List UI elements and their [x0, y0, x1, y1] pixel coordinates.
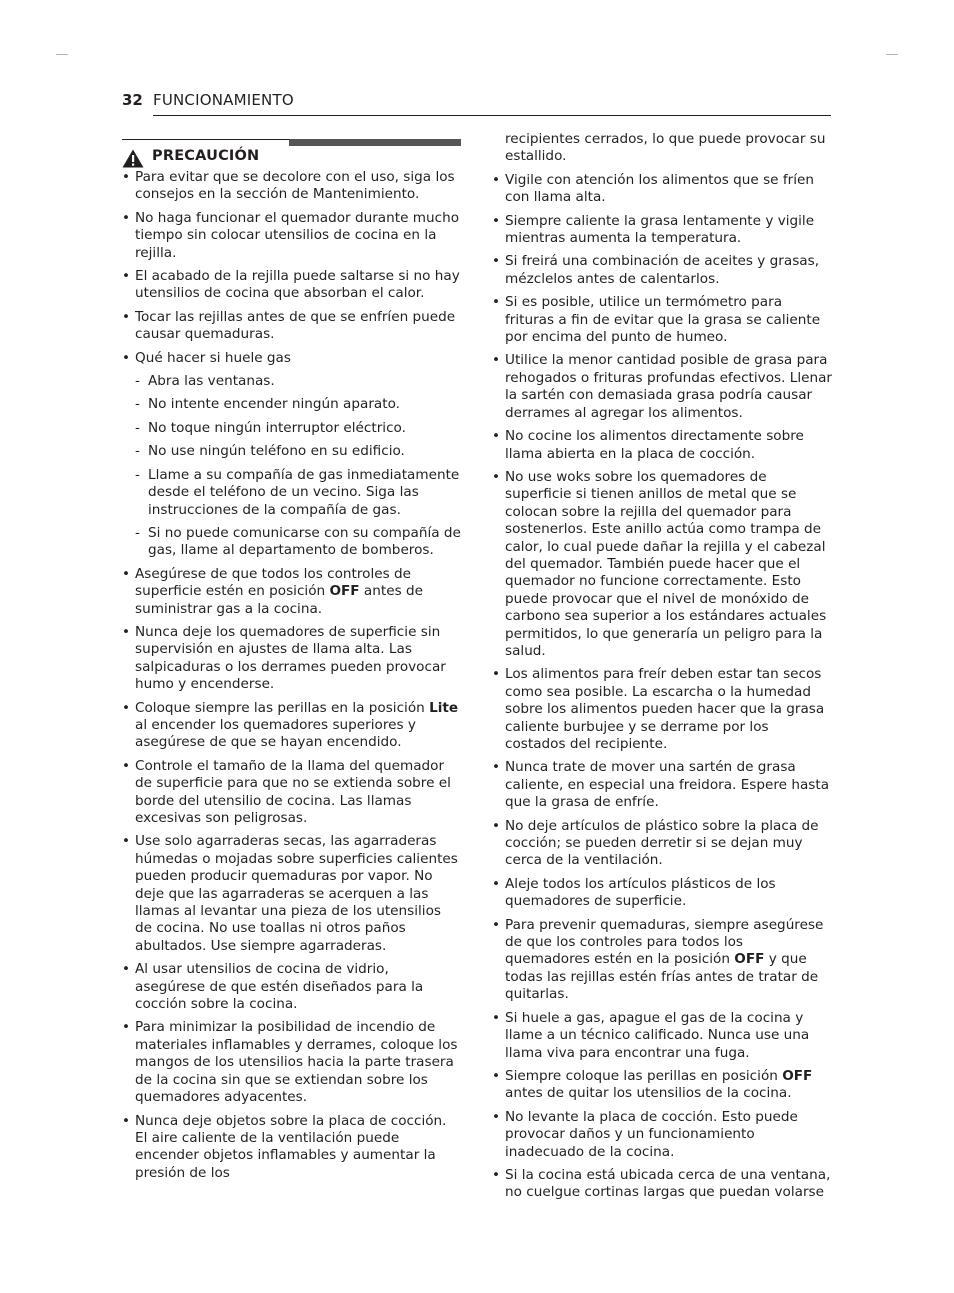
list-item: [492, 759, 832, 811]
list-item: [122, 624, 461, 694]
section-title: FUNCIONAMIENTO: [153, 91, 294, 109]
bullet-icon: •: [122, 169, 131, 185]
bullet-icon: •: [122, 757, 131, 774]
sub-list-item: [122, 525, 461, 560]
item-text: No haga funcionar el quemador durante mucho tiempo sin colocar utensilios de cocina en la rejilla.: [135, 209, 460, 261]
emphasis-text: Lite: [429, 699, 459, 716]
right-column: [492, 131, 832, 1208]
item-text: Los alimentos para freír deben estar tan secos como sea posible. La escarcha o la humedad sobre los alimentos pueden hacer que la grasa caliente burbujee y se derrame por los costados del recipiente.: [505, 666, 825, 752]
item-text: El acabado de la rejilla puede saltarse si no hay utensilios de cocina que absorban el calor.: [135, 268, 460, 302]
item-text: Vigile con atención los alimentos que se fríen con llama alta.: [505, 171, 814, 206]
item-text: Siempre coloque las perillas en posición: [505, 1067, 783, 1084]
dash-icon: -: [135, 443, 140, 460]
dash-icon: -: [135, 396, 140, 413]
list-item: [492, 1068, 832, 1103]
emphasis-text: OFF: [734, 951, 765, 968]
bullet-icon: •: [492, 759, 501, 776]
bullet-icon: •: [492, 253, 501, 270]
crop-mark-left: [56, 54, 68, 55]
item-text: Tocar las rejillas antes de que se enfríen puede causar quemaduras.: [135, 308, 456, 343]
item-text: Al usar utensilios de cocina de vidrio, asegúrese de que estén diseñados para la cocción sobre la cocina.: [135, 961, 424, 1013]
dash-icon: -: [135, 419, 140, 436]
list-item: [122, 1019, 461, 1106]
bullet-icon: •: [492, 352, 501, 369]
bullet-icon: •: [122, 1112, 131, 1129]
dash-icon: -: [135, 524, 140, 541]
list-item: [492, 917, 832, 1004]
item-text: Utilice la menor cantidad posible de grasa para rehogados o frituras profundas efectivos. Llenar la sartén con demasiada grasa podría causar derrames al agregar los alimentos.: [505, 352, 832, 421]
sub-list-item: [122, 467, 461, 519]
item-text: Si freirá una combinación de aceites y grasas, mézclelos antes de calentarlos.: [505, 253, 820, 287]
bullet-icon: •: [492, 468, 501, 485]
bullet-icon: •: [492, 1108, 501, 1125]
list-item: [492, 1167, 832, 1202]
list-item: [492, 876, 832, 911]
page-number: 32: [122, 91, 143, 109]
item-text: No deje artículos de plástico sobre la placa de cocción; se pueden derretir si se dejan muy cerca de la ventilación.: [505, 817, 819, 869]
item-text: Si huele a gas, apague el gas de la cocina y llame a un técnico calificado. Nunca use una llama viva para encontrar una fuga.: [505, 1009, 810, 1061]
item-text: antes de suministrar gas a la cocina.: [135, 583, 423, 617]
list-item: [492, 1010, 832, 1062]
item-text: Para minimizar la posibilidad de incendio de materiales inflamables y derrames, coloque los mangos de los utensilios hacia la parte trasera de la cocina sin que se extiendan sobre los quemadores adyacentes.: [135, 1019, 458, 1106]
list-item: [492, 213, 832, 248]
item-text: Nunca deje objetos sobre la placa de cocción. El aire caliente de la ventilación puede encender objetos inflamables y aumentar la presión de los: [135, 1112, 447, 1181]
bullet-icon: •: [122, 623, 131, 640]
sub-item-text: No toque ningún interruptor eléctrico.: [148, 419, 406, 436]
sub-item-text: Abra las ventanas.: [148, 373, 275, 390]
bullet-icon: •: [492, 817, 501, 834]
sub-item-text: Llame a su compañía de gas inmediatamente desde el teléfono de un vecino. Siga las instrucciones de la compañía de gas.: [148, 466, 460, 518]
item-text: Para prevenir quemaduras, siempre asegúrese de que los controles para todos los quemadores estén en la posición: [505, 916, 824, 968]
bullet-icon: •: [492, 1067, 501, 1084]
bullet-icon: •: [122, 209, 131, 226]
caution-label: PRECAUCIÓN: [152, 148, 260, 164]
emphasis-text: OFF: [782, 1067, 813, 1084]
item-text: al encender los quemadores superiores y asegúrese de que se hayan encendido.: [135, 716, 416, 751]
item-text: No cocine los alimentos directamente sobre llama abierta en la placa de cocción.: [505, 428, 804, 462]
item-text: Coloque siempre las perillas en la posición: [135, 699, 430, 716]
sub-list-item: [122, 373, 461, 390]
list-item: [122, 210, 461, 262]
sub-list-item: [122, 396, 461, 413]
item-text: Asegúrese de que todos los controles de superficie estén en posición: [135, 565, 412, 600]
bullet-icon: •: [492, 212, 501, 229]
bullet-icon: •: [122, 961, 131, 978]
item-text: antes de quitar los utensilios de la cocina.: [505, 1085, 792, 1102]
item-text: Use solo agarraderas secas, las agarraderas húmedas o mojadas sobre superficies calientes pueden producir quemaduras por vapor. No deje que las agarraderas se acerquen a las llamas al levantar una pieza de los utensilios de cocina. No use toallas ni otros paños abultados. Use siempre agarraderas.: [135, 833, 458, 954]
bullet-icon: •: [492, 666, 501, 683]
item-text: Nunca deje los quemadores de superficie sin supervisión en ajustes de llama alta. Las salpicaduras o los derrames pueden provocar humo y encenderse.: [135, 623, 446, 693]
bullet-icon: •: [122, 565, 131, 582]
list-item: [492, 1109, 832, 1161]
caution-heading: [122, 139, 461, 169]
list-item: [122, 833, 461, 955]
list-item: [122, 961, 461, 1013]
crop-mark-right: [886, 54, 898, 55]
sub-item-text: No use ningún teléfono en su edificio.: [148, 443, 405, 460]
list-item: [492, 666, 832, 753]
list-item: [492, 469, 832, 660]
bullet-icon: •: [492, 1009, 501, 1026]
sub-item-text: No intente encender ningún aparato.: [148, 396, 400, 413]
item-text: Si la cocina está ubicada cerca de una ventana, no cuelgue cortinas largas que puedan volarse: [505, 1166, 831, 1201]
item-text: No levante la placa de cocción. Esto puede provocar daños y un funcionamiento inadecuado de la cocina.: [505, 1108, 798, 1160]
item-text: Si es posible, utilice un termómetro para frituras a fin de evitar que la grasa se caliente por encima del punto de humeo.: [505, 294, 821, 346]
right-caution-list: [492, 172, 832, 1202]
left-column: [122, 139, 461, 1188]
warning-triangle-icon: [122, 149, 144, 168]
item-text: No use woks sobre los quemadores de superficie si tienen anillos de metal que se colocan sobre la rejilla del quemador para sostenerlos. Este anillo actúa como trampa de calor, lo cual puede dañar la rejilla y el cabezal del quemador. También puede hacer que el quemador no funcione correctamente. Esto puede provocar que el nivel de monóxido de carbono sea superior a los estándares actuales permitidos, lo que generaría un peligro para la salud.: [505, 468, 827, 659]
list-item: [122, 566, 461, 618]
item-text: y que todas las rejillas estén frías antes de tratar de quitarlas.: [505, 951, 819, 1003]
list-item: [492, 818, 832, 870]
bullet-icon: •: [492, 294, 501, 311]
item-text: Nunca trate de mover una sartén de grasa caliente, en especial una freidora. Espere hasta que la grasa de enfríe.: [505, 759, 830, 811]
bullet-icon: •: [122, 308, 131, 325]
left-caution-list: [122, 169, 461, 1182]
bullet-icon: •: [492, 171, 501, 188]
page-header: [122, 90, 831, 116]
list-item: [122, 1113, 461, 1183]
list-item: [492, 172, 832, 207]
dash-icon: -: [135, 373, 140, 390]
sub-list-item: [122, 443, 461, 460]
item-text: Para evitar que se decolore con el uso, siga los consejos en la sección de Mantenimiento.: [135, 169, 455, 203]
item-text: Aleje todos los artículos plásticos de los quemadores de superficie.: [505, 875, 776, 910]
header-rule: [153, 115, 831, 116]
sub-item-text: Si no puede comunicarse con su compañía de gas, llame al departamento de bomberos.: [148, 524, 461, 559]
bullet-icon: •: [122, 1019, 131, 1036]
list-item: [122, 268, 461, 303]
item-text: Siempre caliente la grasa lentamente y vigile mientras aumenta la temperatura.: [505, 212, 815, 247]
bullet-icon: •: [122, 699, 131, 716]
bullet-icon: •: [122, 833, 131, 850]
bullet-icon: •: [122, 349, 131, 366]
sub-list-item: [122, 420, 461, 437]
bullet-icon: •: [492, 916, 501, 933]
emphasis-text: OFF: [329, 583, 360, 600]
list-item: [492, 428, 832, 463]
list-item: [122, 169, 461, 204]
list-item: [492, 253, 832, 288]
list-item: [492, 294, 832, 346]
sub-list: [135, 373, 461, 560]
list-item: [122, 758, 461, 828]
bullet-icon: •: [492, 1166, 501, 1183]
bullet-icon: •: [122, 268, 131, 285]
list-item: [122, 350, 461, 560]
continued-text: recipientes cerrados, lo que puede provocar su estallido.: [505, 131, 826, 165]
bullet-icon: •: [492, 875, 501, 892]
caution-bar: [289, 139, 461, 146]
item-text: Controle el tamaño de la llama del quemador de superficie para que no se extienda sobre el borde del utensilio de cocina. Las llamas excesivas son peligrosas.: [135, 757, 451, 826]
bullet-icon: •: [492, 428, 501, 445]
list-item: [122, 700, 461, 752]
list-item: [492, 352, 832, 422]
item-text: Qué hacer si huele gas: [135, 349, 291, 366]
list-item: [122, 309, 461, 344]
dash-icon: -: [135, 466, 140, 483]
